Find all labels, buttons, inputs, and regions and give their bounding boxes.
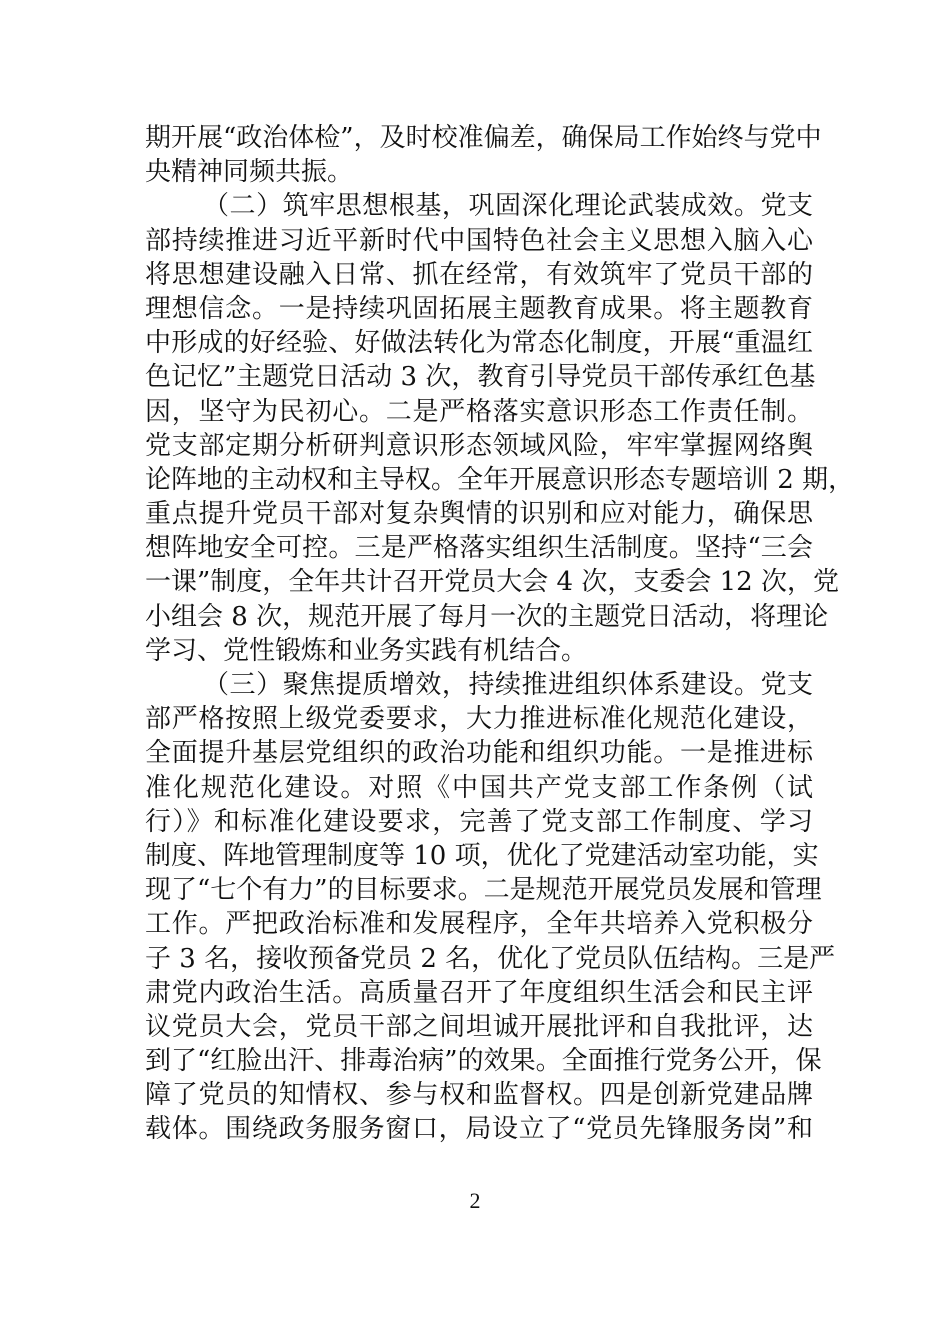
text-line: 全面提升基层党组织的政治功能和组织功能。一是推进标 — [145, 738, 813, 769]
text-line: 色记忆”主题党日活动 3 次，教育引导党员干部传承红色基 — [145, 362, 816, 393]
section-heading-line: （二）筑牢思想根基，巩固深化理论武装成效。党支 — [203, 191, 813, 222]
text-line: 现了“七个有力”的目标要求。二是规范开展党员发展和管理 — [145, 875, 822, 906]
text-line: 论阵地的主动权和主导权。全年开展意识形态专题培训 2 期， — [145, 464, 855, 495]
text-line: 重点提升党员干部对复杂舆情的识别和应对能力，确保思 — [145, 499, 813, 530]
text-line: 央精神同频共振。 — [145, 157, 354, 188]
text-line: 子 3 名，接收预备党员 2 名，优化了党员队伍结构。三是严 — [145, 943, 836, 974]
text-line: 期开展“政治体检”，及时校准偏差，确保局工作始终与党中 — [145, 123, 822, 153]
text-line: 理想信念。一是持续巩固拓展主题教育成果。将主题教育 — [145, 293, 813, 324]
text-line: 制度、阵地管理制度等 10 项，优化了党建活动室功能，实 — [145, 840, 819, 871]
text-line: 工作。严把政治标准和发展程序，全年共培养入党积极分 — [145, 909, 813, 940]
text-line: 部严格按照上级党委要求，大力推进标准化规范化建设， — [145, 704, 813, 735]
text-line: 行）》和标准化建设要求，完善了党支部工作制度、学习 — [145, 806, 813, 837]
text-line: 因，坚守为民初心。二是严格落实意识形态工作责任制。 — [145, 396, 813, 427]
text-line: 载体。围绕政务服务窗口，局设立了“党员先锋服务岗”和 — [145, 1114, 813, 1145]
text-line: 中形成的好经验、好做法转化为常态化制度，开展“重温红 — [145, 328, 813, 359]
text-line: 想阵地安全可控。三是严格落实组织生活制度。坚持“三会 — [145, 533, 813, 564]
text-line: 肃党内政治生活。高质量召开了年度组织生活会和民主评 — [145, 977, 813, 1008]
text-line: 学习、党性锻炼和业务实践有机结合。 — [145, 635, 588, 666]
text-line: 小组会 8 次，规范开展了每月一次的主题党日活动，将理论 — [145, 601, 829, 632]
text-line: 障了党员的知情权、参与权和监督权。四是创新党建品牌 — [145, 1080, 813, 1111]
body-text — [145, 121, 855, 1147]
text-line: 将思想建设融入日常、抓在经常，有效筑牢了党员干部的 — [145, 259, 813, 290]
text-line: 党支部定期分析研判意识形态领域风险，牢牢掌握网络舆 — [145, 430, 813, 461]
text-line: 部持续推进习近平新时代中国特色社会主义思想入脑入心 — [145, 225, 813, 256]
text-line: 议党员大会，党员干部之间坦诚开展批评和自我批评，达 — [145, 1011, 813, 1042]
text-line: 准化规范化建设。对照《中国共产党支部工作条例（试 — [145, 772, 813, 803]
text-line: 一课”制度，全年共计召开党员大会 4 次，支委会 12 次，党 — [145, 567, 839, 598]
page-number: 2 — [469, 1188, 481, 1213]
text-line: 到了“红脸出汗、排毒治病”的效果。全面推行党务公开，保 — [145, 1046, 822, 1077]
section-heading-line: （三）聚焦提质增效，持续推进组织体系建设。党支 — [203, 670, 813, 700]
